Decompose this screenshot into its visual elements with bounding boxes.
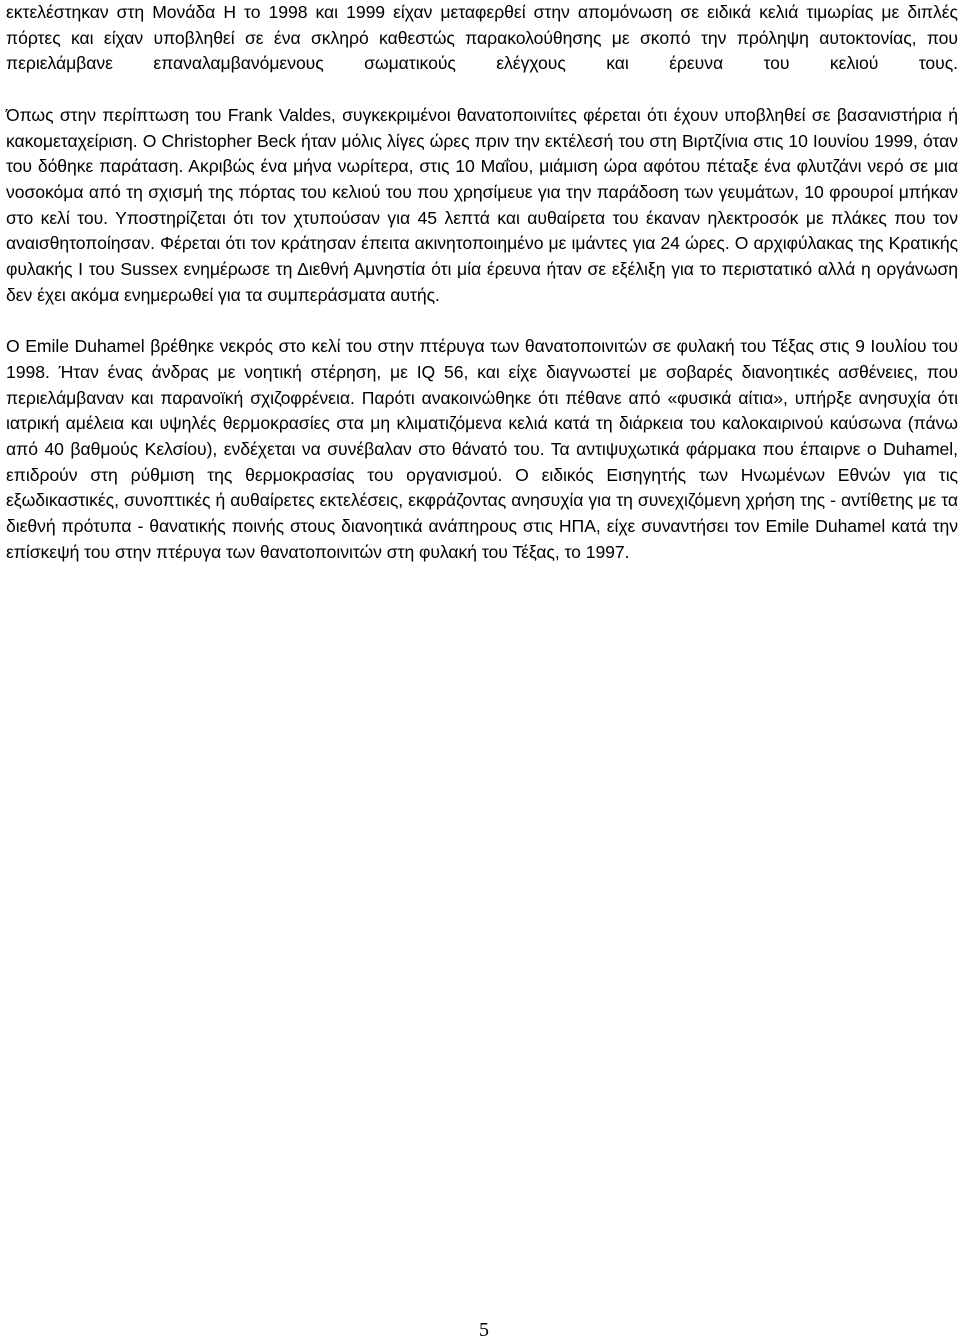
document-body — [6, 0, 958, 565]
page-number: 5 — [479, 1319, 489, 1341]
paragraph-valdes-beck: Όπως στην περίπτωση του Frank Valdes, συγκεκριμένοι θανατοποινιίτες φέρεται ότι έχουν υποβληθεί σε βασανιστήρια ή κακομεταχείριση. Ο Christopher Beck ήταν μόλις λίγες ώρες πριν την εκτέλεσή του στη Βιρτζίνια στις 10 Ιουνίου 1999, όταν του δόθηκε παράταση. Ακριβώς ένα μήνα νωρίτερα, στις 10 Μαΐου, μιάμιση ώρα αφότου πέταξε ένα φλυτζάνι νερό σε μια νοσοκόμα από τη σχισμή της πόρτας του κελιού του που χρησίμευε για την παράδοση των γευμάτων, 10 φρουροί μπήκαν στο κελί του. Υποστηρίζεται ότι τον χτυπούσαν για 45 λεπτά και αυθαίρετα του έκαναν ηλεκτροσόκ με πλάκες που τον αναισθητοποίησαν. Φέρεται ότι τον κράτησαν έπειτα ακινητοποιημένο με ιμάντες για 24 ώρες. Ο αρχιφύλακας της Κρατικής φυλακής Ι του Sussex ενημέρωσε τη Διεθνή Αμνηστία ότι μία έρευνα ήταν σε εξέλιξη για το περιστατικό αλλά η οργάνωση δεν έχει ακόμα ενημερωθεί για τα συμπεράσματα αυτής. — [6, 104, 958, 305]
paragraph-intro-continuation: εκτελέστηκαν στη Μονάδα Η το 1998 και 1999 είχαν μεταφερθεί στην απομόνωση σε ειδικά κελιά τιμωρίας με διπλές πόρτες και είχαν υποβληθεί σε ένα σκληρό καθεστώς παρακολούθησης με σκοπό την πρόληψη αυτοκτονίας, που περιελάμβανε επαναλαμβανόμενους σωματικούς ελέγχους και έρευνα του κελιού τους. — [6, 2, 958, 74]
paragraph-spacer — [6, 308, 958, 334]
paragraph-duhamel: Ο Emile Duhamel βρέθηκε νεκρός στο κελί του στην πτέρυγα των θανατοποινιτών σε φυλακή του Τέξας στις 9 Ιουλίου του 1998. Ήταν ένας άνδρας με νοητική στέρηση, με IQ 56, και είχε διαγνωστεί με σοβαρές διανοητικές ασθένειες, που περιελάμβαναν και παρανοϊκή σχιζοφρένεια. Παρότι ανακοινώθηκε ότι πέθανε από «φυσικά αίτια», υπήρξε ανησυχία ότι ιατρική αμέλεια και υψηλές θερμοκρασίες στα μη κλιματιζόμενα κελιά κατά τη διάρκεια του καλοκαιρινού καύσωνα (πάνω από 40 βαθμούς Κελσίου), ενδέχεται να συνέβαλαν στο θάνατό του. Τα αντιψυχωτικά φάρμακα που έπαιρνε ο Duhamel, επιδρούν στη ρύθμιση της θερμοκρασίας του οργανισμού. Ο ειδικός Εισηγητής των Ηνωμένων Εθνών για τις εξωδικαστικές, συνοπτικές ή αυθαίρετες εκτελέσεις, εκφράζοντας ανησυχία για τη συνεχιζόμενη χρήση της - αντίθετης με τα διεθνή πρότυπα - θανατικής ποινής στους διανοητικά ανάπηρους στις ΗΠΑ, είχε συναντήσει τον Emile Duhamel κατά την επίσκεψή του στην πτέρυγα των θανατοποινιτών στη φυλακή του Τέξας, το 1997. — [6, 336, 958, 562]
paragraph-spacer — [6, 77, 958, 103]
